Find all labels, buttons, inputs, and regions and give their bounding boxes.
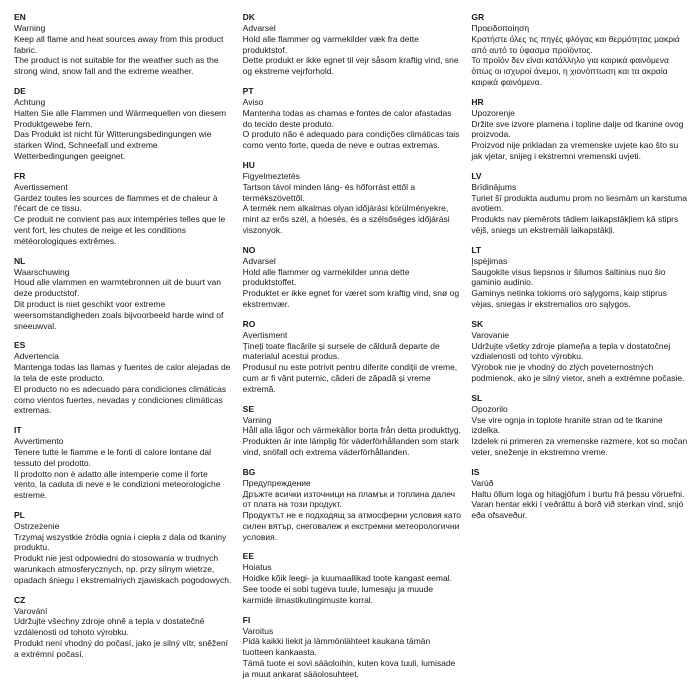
warning-sheet (14, 12, 690, 692)
language-code: GR (471, 12, 485, 22)
warning-text: Tenere tutte le fiamme e le fonti di calore lontane dal tessuto del prodotto. (14, 446, 212, 468)
language-block-ro (243, 319, 462, 395)
warning-text: Trzymaj wszystkie źródła ognia i ciepła z dala od tkaniny produktu. (14, 531, 227, 553)
warning-label: Aviso (242, 96, 264, 107)
warning-text: Hoidke kõik leegi- ja kuumaallikad toote kangast eemal. (242, 573, 452, 584)
warning-text: Udržujte všechny zdroje ohně a tepla v dostatečné vzdálenosti od tohoto výrobku. (14, 616, 205, 638)
warning-text: Keep all flame and heat sources away from this product fabric. (14, 33, 224, 55)
language-code: HR (471, 96, 484, 107)
warning-text: Výrobok nie je vhodný do zlých poveternostných podmienok, ako je silný vietor, sneh a extrémne počasie. (471, 362, 685, 383)
warning-text: Produkt není vhodný do počasí, jako je silný vítr, sněžení a extrémní počasí. (14, 638, 229, 659)
warning-label: Waarschuwing (14, 266, 70, 277)
warning-text: Saugokite visus liepsnos ir šilumos šaltinius nuo šio gaminio audinio. (471, 266, 666, 288)
language-block-sl (471, 393, 690, 458)
warning-label: Įspėjimas (471, 255, 508, 266)
language-code: HU (242, 159, 255, 170)
warning-text: Držite sve izvore plamena i topline dalje od tkanine ovog proizvoda. (471, 118, 684, 140)
column-1 (14, 12, 233, 692)
language-block-hu (243, 160, 462, 236)
warning-label: Opozorilo (471, 403, 508, 414)
warning-label: Hoiatus (242, 562, 272, 573)
warning-text: Produkten är inte lämplig för väderförhållanden som stark vind, snöfall och extrema väderförhållanden. (242, 436, 459, 457)
language-block-ee (243, 551, 462, 605)
warning-text: Dette produkt er ikke egnet til vejr såsom kraftig vind, sne og ekstreme vejrforhold. (242, 55, 459, 77)
language-block-en (14, 12, 233, 77)
language-code: FI (242, 614, 251, 625)
language-block-fi (243, 615, 462, 680)
language-block-no (243, 245, 462, 310)
warning-label: Avertisment (242, 329, 288, 340)
language-block-pl (14, 510, 233, 586)
warning-text: El producto no es adecuado para condiciones climáticas como vientos fuertes, nevadas y condiciones climáticas extremas. (14, 383, 227, 416)
language-code: DE (14, 85, 26, 96)
warning-text: Halten Sie alle Flammen und Wärmequellen von diesem Produktgewebe fern. (14, 107, 227, 129)
warning-label: Brīdinājums (471, 181, 517, 192)
language-code: PT (242, 85, 254, 96)
language-code: EN (14, 12, 26, 22)
language-code: SK (471, 318, 484, 329)
language-block-hr (471, 97, 690, 162)
warning-text: Gaminys netinka tokioms oro sąlygoms, kaip stiprus vėjas, sniegas ir ekstremalios oro sąlygos. (471, 288, 667, 309)
column-2 (243, 12, 462, 692)
language-block-sk (471, 319, 690, 384)
warning-text: A termék nem alkalmas olyan időjárási körülményekre, mint az erős szél, a hóesés, és a szélsőséges időjárási viszonyok. (242, 203, 450, 235)
warning-label: Warning (14, 23, 46, 33)
warning-label: Advertencia (14, 351, 59, 362)
language-block-fr (14, 171, 233, 247)
language-code: RO (242, 318, 256, 329)
language-block-lv (471, 171, 690, 236)
warning-label: Προειδοποίηση (471, 23, 530, 33)
language-code: DK (242, 12, 255, 22)
warning-label: Advarsel (242, 23, 276, 33)
warning-text: See toode ei sobi tugeva tuule, lumesaju ja muude karmide ilmastikutingimuste korral. (242, 584, 434, 605)
language-code: LV (471, 170, 482, 181)
warning-text: Hold alle flammer og varmekilder unna dette produktstoffet. (242, 266, 410, 288)
warning-text: Mantenga todas las llamas y fuentes de calor alejadas de la tela de este producto. (14, 362, 231, 383)
language-code: IS (471, 466, 480, 477)
warning-text: Produktet er ikke egnet for været som kraftig vind, snø og ekstremvær. (242, 288, 460, 309)
warning-text: Houd alle vlammen en warmtebronnen uit de buurt van deze productstof. (14, 277, 221, 299)
language-code: FR (14, 170, 26, 181)
warning-text: O produto não é adequado para condições climáticas tais como vento forte, queda de neve e outras extremas. (242, 129, 460, 151)
warning-text: Il prodotto non è adatto alle intemperie come il forte vento, la caduta di neve e le condizioni meteorologiche estreme. (14, 468, 221, 501)
warning-label: Figyelmeztetés (242, 170, 300, 181)
warning-label: Ostrzeżenie (14, 520, 60, 531)
warning-text: Продуктът не е подходящ за атмосферни условия като силен вятър, снеговалеж и екстремни метеорологични условия. (242, 510, 461, 542)
warning-text: Tartson távol minden láng- és hőforrást ettől a termékszövettől. (242, 181, 416, 203)
language-block-lt (471, 245, 690, 310)
warning-label: Varning (242, 414, 272, 425)
language-code: BG (242, 466, 256, 477)
language-block-gr (471, 12, 690, 88)
warning-text: Gardez toutes les sources de flammes et de chaleur à l'écart de ce tissu. (14, 192, 218, 214)
warning-label: Предупреждение (242, 477, 311, 488)
warning-text: Mantenha todas as chamas e fontes de calor afastadas do tecido deste produto. (242, 107, 452, 129)
language-block-es (14, 340, 233, 416)
warning-text: Produkts nav piemērots tādiem laikapstākļiem kā stiprs vējš, sniegs un ekstremāli laikapstākļi. (471, 214, 679, 235)
language-code: PL (14, 509, 25, 520)
language-code: SL (471, 392, 483, 403)
warning-label: Avvertimento (14, 436, 64, 447)
warning-text: Vse vire ognja in toplote hranite stran od te tkanine izdelka. (471, 414, 663, 436)
warning-text: Varan hentar ekki í veðráttu á borð við sterkan vind, snjó eða ofsaveður. (471, 499, 684, 521)
warning-text: Hold alle flammer og varmekilder væk fra dette produktstof. (242, 33, 419, 55)
warning-text: Haltu öllum loga og hitagjöfum í burtu frá þessu vöruefni. (471, 488, 685, 499)
language-block-is (471, 467, 690, 521)
warning-label: Varúð (471, 477, 494, 488)
warning-label: Varovanie (471, 329, 509, 340)
language-code: NL (14, 255, 26, 266)
warning-text: Das Produkt ist nicht für Witterungsbedingungen wie starken Wind, Schneefall und extreme Wetterbedingungen geeignet. (14, 129, 212, 161)
language-block-bg (243, 467, 462, 543)
language-block-cz (14, 595, 233, 660)
warning-text: Το προϊόν δεν είναι κατάλληλο για καιρικά φαινόμενα όπως οι ισχυροί άνεμοι, η χιονόπτωση και τα ακραία καιρικά φαινόμενα. (471, 55, 669, 87)
warning-label: Avertissement (14, 181, 68, 192)
warning-text: Țineți toate flacările și sursele de căldură departe de materialul acestui produs. (242, 340, 440, 362)
warning-text: Tämä tuote ei sovi sääoloihin, kuten kova tuuli, lumisade ja muut ankarat sääolosuhteet. (242, 658, 456, 679)
language-block-de (14, 86, 233, 162)
warning-label: Achtung (14, 96, 46, 107)
warning-text: Proizvod nije prikladan za vremenske uvjete kao što su jak vjetar, snijeg i ekstremni vremenski uvjeti. (471, 140, 679, 161)
language-block-nl (14, 256, 233, 332)
language-block-pt (243, 86, 462, 151)
language-code: SE (242, 403, 255, 414)
warning-text: The product is not suitable for the weather such as the strong wind, snow fall and the extreme weather. (14, 55, 219, 77)
language-code: CZ (14, 594, 26, 605)
column-3 (471, 12, 690, 692)
warning-text: Κρατήστε όλες τις πηγές φλόγας και θερμότητας μακριά από αυτό το ύφασμα προϊόντος. (471, 33, 680, 55)
warning-text: Udržujte všetky zdroje plameňa a tepla v dostatočnej vzdialenosti od tohto výrobku. (471, 340, 671, 362)
warning-text: Ce produit ne convient pas aux intempéries telles que le vent fort, les chutes de neige et les conditions météorologiques extrêmes. (14, 214, 226, 246)
language-block-dk (243, 12, 462, 77)
language-code: IT (14, 425, 22, 436)
language-code: NO (242, 244, 256, 255)
warning-text: Izdelek ni primeren za vremenske razmere, kot so močan veter, sneženje in ekstremno vreme. (471, 436, 688, 457)
warning-text: Produsul nu este potrivit pentru diferite condiții de vreme, cum ar fi vânt puternic, căderi de zăpadă și vreme extremă. (242, 362, 458, 394)
warning-text: Håll alla lågor och värmekällor borta från detta produkttyg. (242, 425, 461, 436)
warning-label: Varoitus (242, 625, 274, 636)
warning-text: Pidä kaikki liekit ja lämmönlähteet kaukana tämän tuotteen kankaasta. (242, 636, 431, 658)
language-block-it (14, 425, 233, 501)
warning-label: Varování (14, 605, 48, 616)
language-block-se (243, 404, 462, 458)
warning-label: Upozorenje (471, 107, 515, 118)
warning-text: Produkt nie jest odpowiedni do stosowania w trudnych warunkach atmosferycznych, np. przy silnym wietrze, opadach śniegu i ekstremalnych zjawiskach pogodowych. (14, 553, 232, 585)
warning-text: Dit product is niet geschikt voor extreme weersomstandigheden zoals bijvoorbeeld harde wind of sneeuwval. (14, 298, 224, 331)
warning-text: Turiet šī produkta audumu prom no liesmām un karstuma avotiem. (471, 192, 687, 214)
warning-text: Дръжте всички източници на пламък и топлина далеч от плата на този продукт. (242, 488, 456, 510)
language-code: EE (242, 551, 255, 562)
warning-label: Advarsel (242, 255, 276, 266)
language-code: ES (14, 340, 26, 351)
language-code: LT (471, 244, 482, 255)
